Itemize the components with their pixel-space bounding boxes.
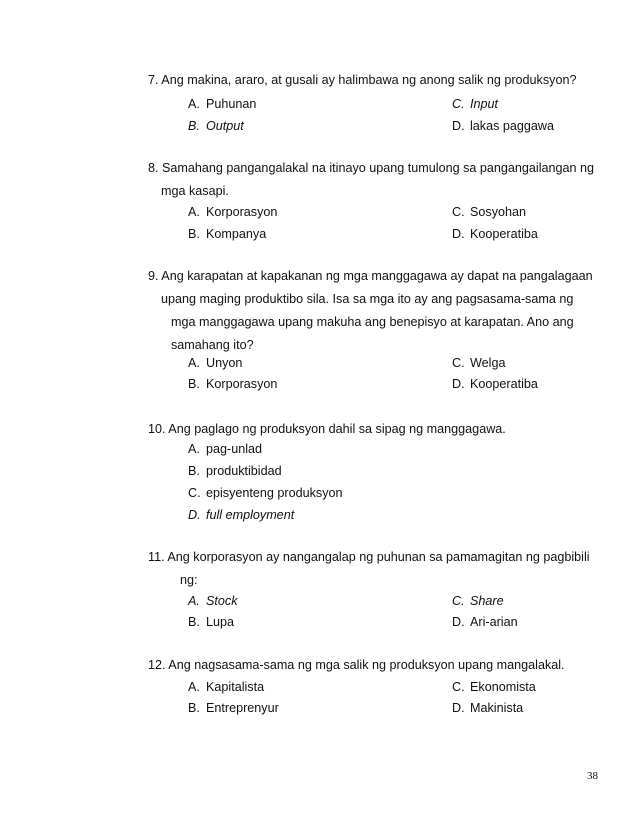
option-letter: C. [188, 486, 201, 500]
question-10-option-b [188, 460, 282, 482]
option-text: Output [206, 119, 244, 133]
question-9-stem-continued-1: upang maging produktibo sila. Isa sa mga ito ay ang pagsasama-sama ng [161, 292, 574, 306]
option-text: Kapitalista [206, 680, 265, 694]
option-text: Ari-arian [470, 615, 518, 629]
question-12-option-b [188, 697, 279, 719]
question-8-option-c [452, 201, 526, 223]
question-7-option-a [188, 93, 256, 115]
option-letter: A. [188, 680, 200, 694]
option-letter: B. [188, 377, 200, 391]
option-letter: D. [452, 615, 465, 629]
option-text: full employment [206, 508, 295, 522]
option-letter: A. [188, 594, 200, 608]
option-letter: B. [188, 615, 200, 629]
question-11-stem: 11. Ang korporasyon ay nangangalap ng puhunan sa pamamagitan ng pagbibili [148, 550, 590, 564]
question-12-option-c [452, 676, 536, 698]
question-11-option-c [452, 590, 504, 612]
question-12-option-a [188, 676, 264, 698]
question-7-option-b [188, 115, 244, 137]
option-letter: A. [188, 442, 200, 456]
option-letter: D. [452, 701, 465, 715]
question-7-stem: 7. Ang makina, araro, at gusali ay halimbawa ng anong salik ng produksyon? [148, 73, 577, 87]
question-9-stem-continued-3: samahang ito? [171, 338, 254, 352]
option-letter: D. [452, 119, 465, 133]
question-9-option-d [452, 373, 538, 395]
option-letter: C. [452, 594, 465, 608]
option-letter: C. [452, 97, 465, 111]
option-text: Share [470, 594, 504, 608]
option-text: episyenteng produksyon [206, 486, 343, 500]
option-letter: D. [452, 227, 465, 241]
page-number: 38 [587, 770, 598, 782]
option-text: Sosyohan [470, 205, 527, 219]
option-text: pag-unlad [206, 442, 263, 456]
option-text: Ekonomista [470, 680, 536, 694]
question-9-option-b [188, 373, 277, 395]
option-letter: C. [452, 680, 465, 694]
option-text: Unyon [206, 356, 243, 370]
question-9-option-c [452, 352, 505, 374]
question-12-option-d [452, 697, 523, 719]
option-text: Makinista [470, 701, 524, 715]
question-10-option-c [188, 482, 343, 504]
question-8-option-b [188, 223, 266, 245]
question-8-stem: 8. Samahang pangangalakal na itinayo upang tumulong sa pangangailangan ng [148, 161, 595, 175]
option-letter: B. [188, 464, 200, 478]
question-8-option-d [452, 223, 538, 245]
question-10-stem: 10. Ang paglago ng produksyon dahil sa sipag ng manggagawa. [148, 422, 506, 436]
option-letter: B. [188, 227, 200, 241]
question-9-stem: 9. Ang karapatan at kapakanan ng mga manggagawa ay dapat na pangalagaan [148, 269, 593, 283]
option-text: Kompanya [206, 227, 267, 241]
option-letter: C. [452, 205, 465, 219]
option-text: Korporasyon [206, 205, 278, 219]
question-11-stem-continued: ng: [180, 573, 198, 587]
option-text: lakas paggawa [470, 119, 555, 133]
option-text: Lupa [206, 615, 235, 629]
option-text: produktibidad [206, 464, 282, 478]
question-8-stem-continued: mga kasapi. [161, 184, 229, 198]
option-letter: B. [188, 701, 200, 715]
question-8-option-a [188, 201, 277, 223]
question-12-stem: 12. Ang nagsasama-sama ng mga salik ng produksyon upang mangalakal. [148, 658, 565, 672]
question-9-stem-continued-2: mga manggagawa upang makuha ang benepisyo at karapatan. Ano ang [171, 315, 574, 329]
question-7-option-c [452, 93, 498, 115]
question-11-option-a [188, 590, 238, 612]
question-9-option-a [188, 352, 242, 374]
question-10-option-d [188, 504, 294, 526]
option-text: Korporasyon [206, 377, 278, 391]
option-letter: D. [188, 508, 201, 522]
question-11-option-b [188, 611, 234, 633]
option-letter: A. [188, 97, 200, 111]
option-text: Input [470, 97, 499, 111]
option-letter: A. [188, 205, 200, 219]
question-10-option-a [188, 438, 262, 460]
question-7-option-d [452, 115, 554, 137]
option-text: Stock [206, 594, 238, 608]
option-text: Entreprenyur [206, 701, 279, 715]
option-text: Kooperatiba [470, 377, 538, 391]
option-letter: A. [188, 356, 200, 370]
option-text: Welga [470, 356, 506, 370]
option-letter: C. [452, 356, 465, 370]
option-letter: B. [188, 119, 200, 133]
option-text: Puhunan [206, 97, 257, 111]
option-letter: D. [452, 377, 465, 391]
question-11-option-d [452, 611, 518, 633]
option-text: Kooperatiba [470, 227, 538, 241]
